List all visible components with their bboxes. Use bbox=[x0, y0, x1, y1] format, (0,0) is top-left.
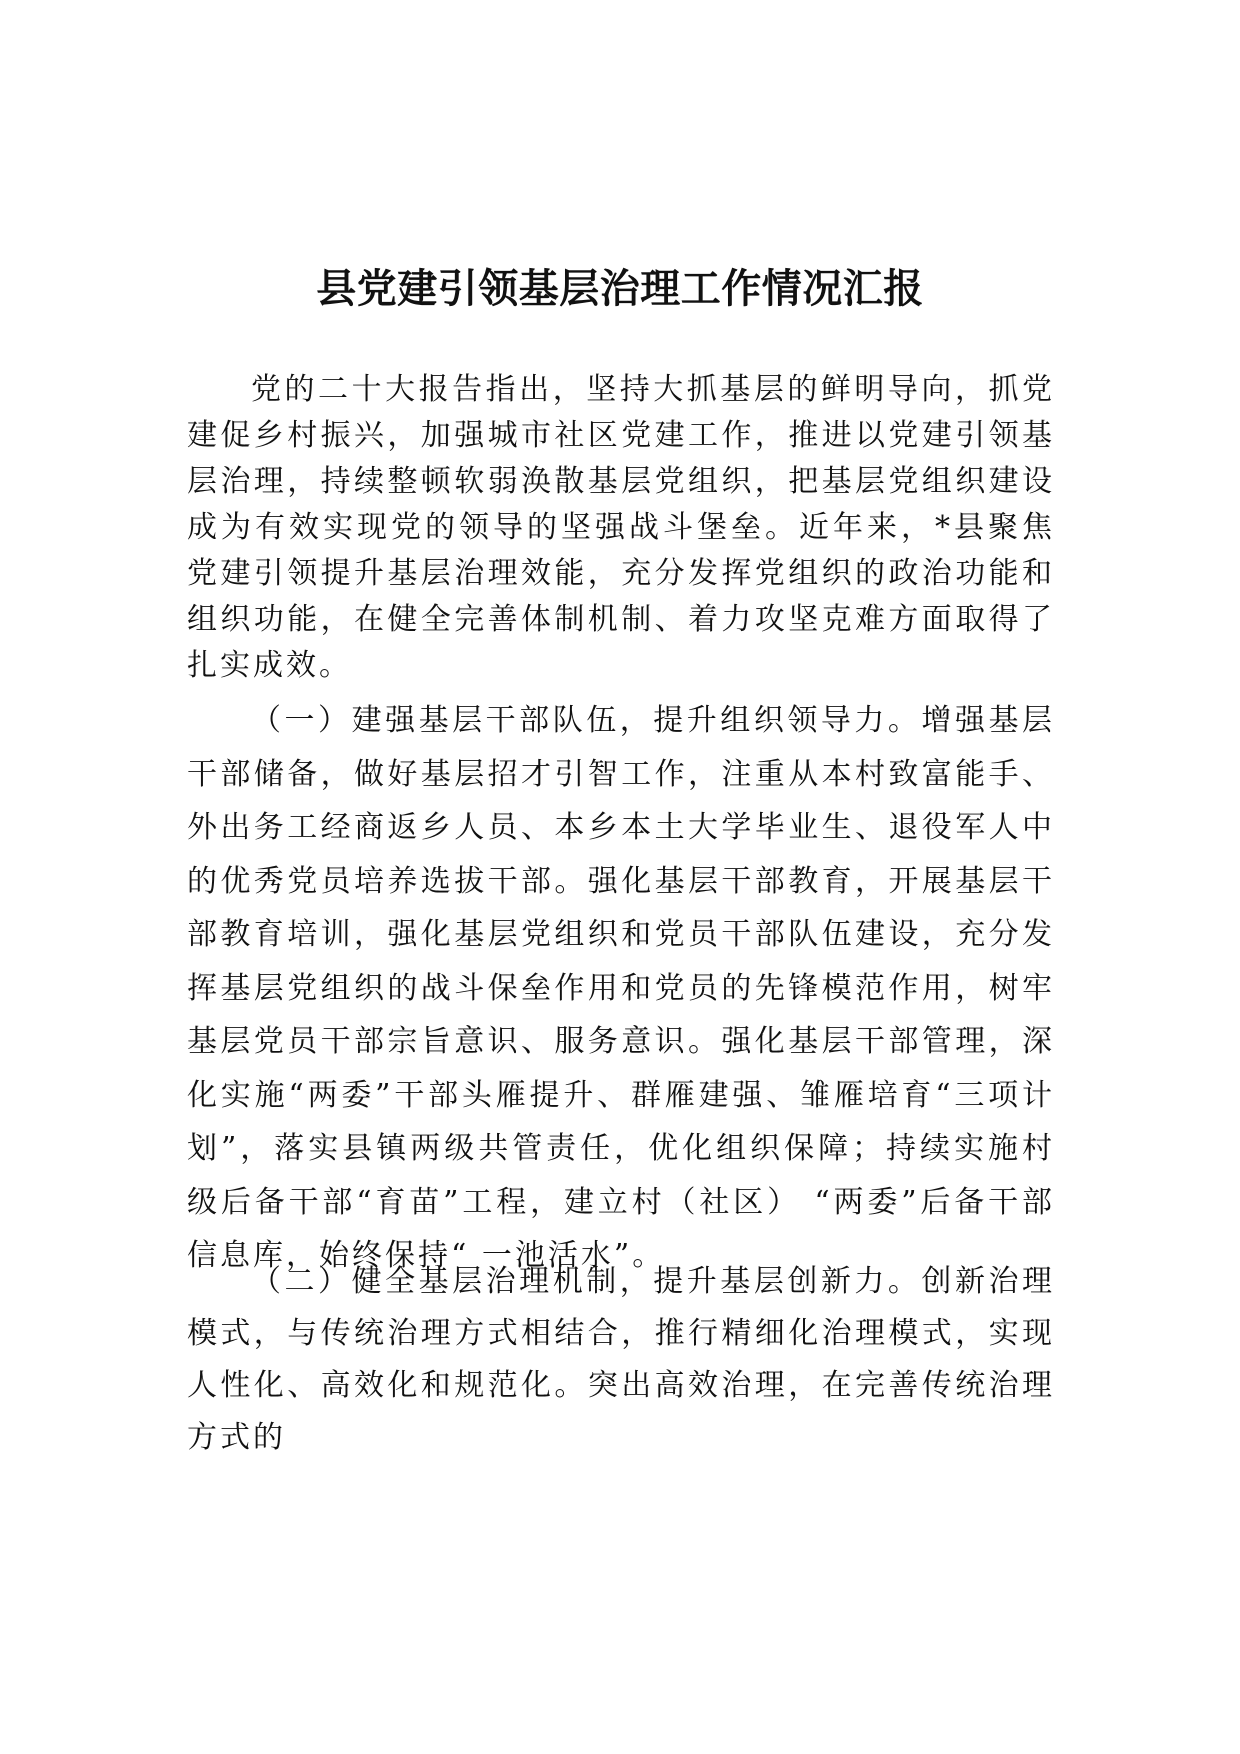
paragraph-intro: 党的二十大报告指出，坚持大抓基层的鲜明导向，抓党建促乡村振兴，加强城市社区党建工作，推进以党建引领基层治理，持续整顿软弱涣散基层党组织，把基层党组织建设成为有效实现党的领导的坚强战斗堡垒。近年来，*县聚焦党建引领提升基层治理效能，充分发挥党组织的政治功能和组织功能，在健全完善体制机制、着力攻坚克难方面取得了扎实成效。 bbox=[187, 372, 1055, 683]
paragraph-section-2: （二）健全基层治理机制，提升基层创新力。创新治理模式，与传统治理方式相结合，推行精细化治理模式，实现人性化、高效化和规范化。突出高效治理，在完善传统治理方式的 bbox=[187, 1264, 1055, 1455]
document-title: 县党建引领基层治理工作情况汇报 bbox=[316, 266, 924, 312]
paragraph-section-1: （一）建强基层干部队伍，提升组织领导力。增强基层干部储备，做好基层招才引智工作，注重从本村致富能手、外出务工经商返乡人员、本乡本土大学毕业生、退役军人中的优秀党员培养选拔干部。强化基层干部教育，开展基层干部教育培训，强化基层党组织和党员干部队伍建设，充分发挥基层党组织的战斗保垒作用和党员的先锋模范作用，树牢基层党员干部宗旨意识、服务意识。强化基层干部管理，深化实施“两委”干部头雁提升、群雁建强、雏雁培育“三项计划”，落实县镇两级共管责任，优化组织保障；持续实施村级后备干部“育苗”工程，建立村（社区） “两委”后备干部信息库，始终保持“ 一池活水”。 bbox=[187, 703, 1055, 1273]
